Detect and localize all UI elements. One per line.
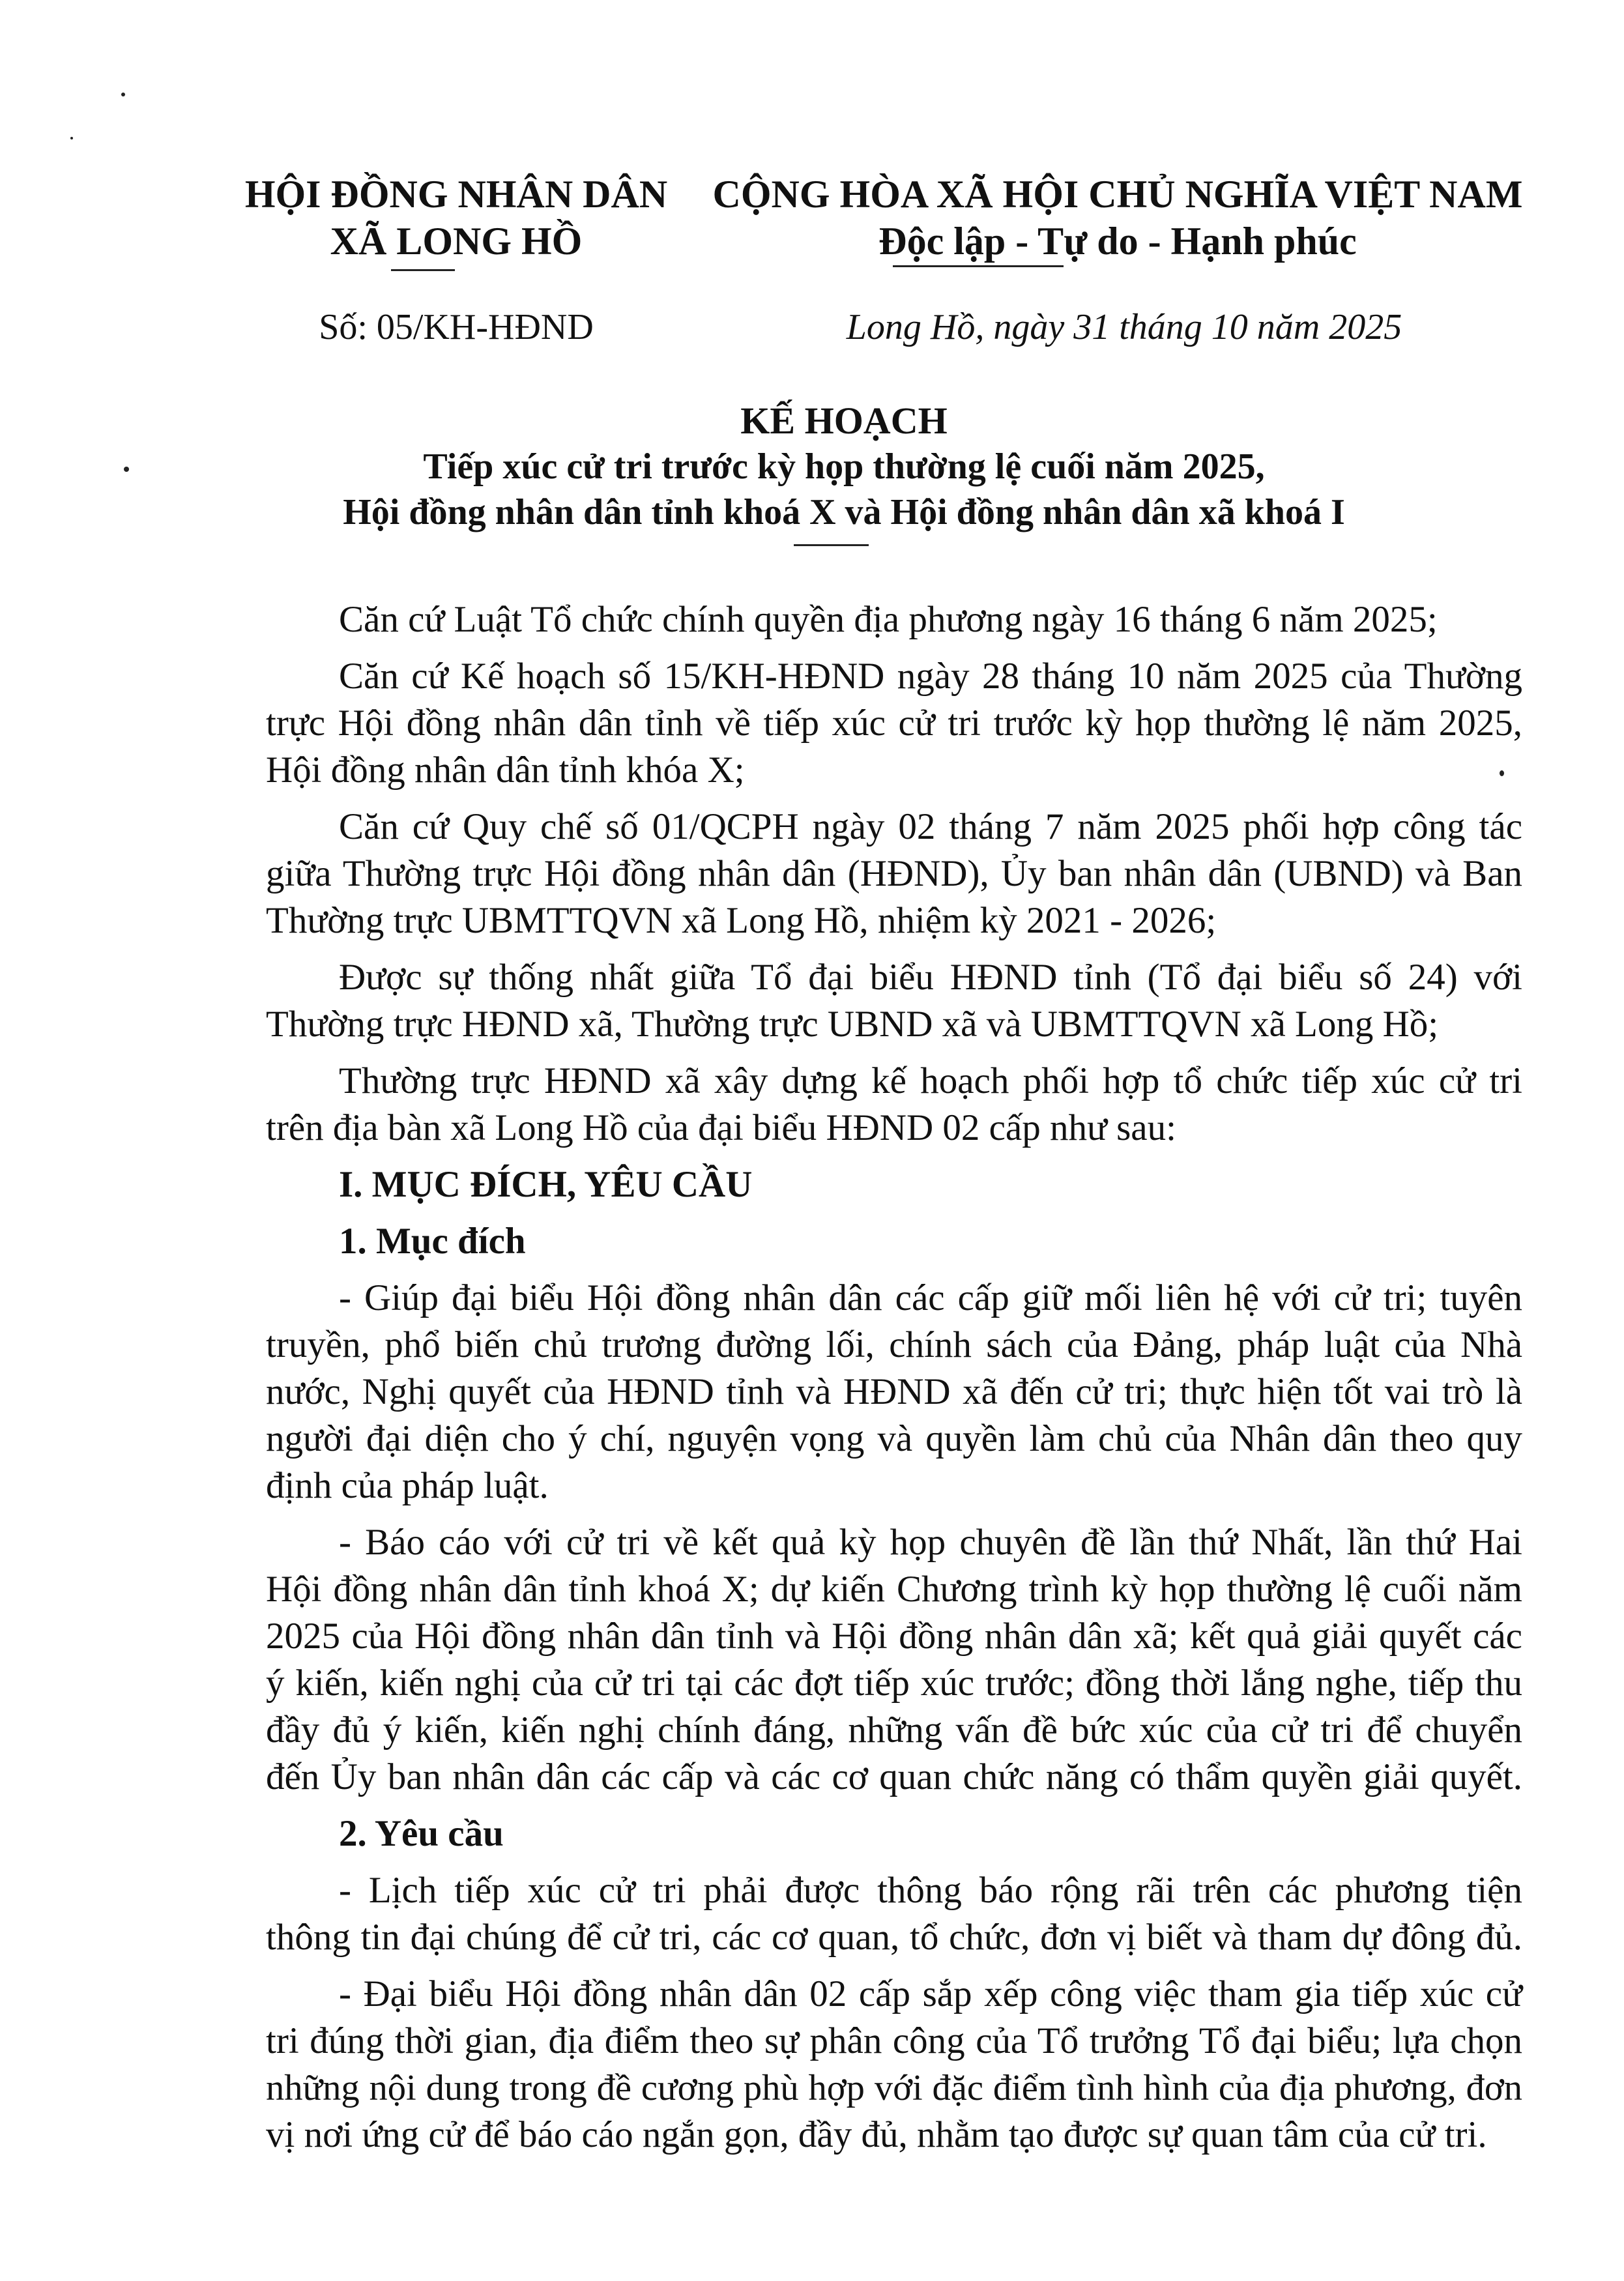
document-subtitle-line2: Hội đồng nhân dân tỉnh khoá X và Hội đồng nhân dân xã khoá I — [343, 492, 1345, 532]
agency-name-line1: HỘI ĐỒNG NHÂN DÂN — [244, 173, 668, 216]
body-line: trực Hội đồng nhân dân tỉnh về tiếp xúc cử tri trước kỳ họp thường lệ năm 2025, — [266, 703, 1522, 744]
body-line: Căn cứ Luật Tổ chức chính quyền địa phương ngày 16 tháng 6 năm 2025; — [339, 599, 1438, 640]
body-line: truyền, phổ biến chủ trương đường lối, chính sách của Đảng, pháp luật của Nhà — [266, 1324, 1522, 1365]
body-line: vị nơi ứng cử để báo cáo ngắn gọn, đầy đủ, nhằm tạo được sự quan tâm của cử tri. — [266, 2114, 1487, 2155]
scan-speck — [121, 93, 125, 96]
body-line: Căn cứ Quy chế số 01/QCPH ngày 02 tháng 7 năm 2025 phối hợp công tác — [339, 806, 1522, 847]
place-date: Long Hồ, ngày 31 tháng 10 năm 2025 — [846, 307, 1402, 347]
body-line: đầy đủ ý kiến, kiến nghị chính đáng, những vấn đề bức xúc của cử tri để chuyển — [266, 1709, 1522, 1751]
body-line: người đại diện cho ý chí, nguyện vọng và quyền làm chủ của Nhân dân theo quy — [266, 1418, 1522, 1459]
agency-name-line2: XÃ LONG HỒ — [330, 220, 583, 263]
subsection-heading: 1. Mục đích — [339, 1221, 526, 1262]
agency-underline — [391, 269, 455, 271]
title-underline — [794, 544, 869, 546]
body-line: thông tin đại chúng để cử tri, các cơ quan, tổ chức, đơn vị biết và tham dự đông đủ. — [266, 1917, 1522, 1958]
body-line: - Báo cáo với cử tri về kết quả kỳ họp chuyên đề lần thứ Nhất, lần thứ Hai — [339, 1522, 1522, 1563]
body-line: Căn cứ Kế hoạch số 15/KH-HĐND ngày 28 tháng 10 năm 2025 của Thường — [339, 656, 1522, 697]
body-line: - Giúp đại biểu Hội đồng nhân dân các cấp giữ mối liên hệ với cử tri; tuyên — [339, 1277, 1522, 1318]
body-line: giữa Thường trực Hội đồng nhân dân (HĐND), Ủy ban nhân dân (UBND) và Ban — [266, 853, 1522, 894]
body-line: đến Ủy ban nhân dân các cấp và các cơ quan chức năng có thẩm quyền giải quyết. — [266, 1756, 1522, 1797]
scan-speck — [70, 137, 73, 139]
body-line: nước, Nghị quyết của HĐND tỉnh và HĐND xã đến cử tri; thực hiện tốt vai trò là — [266, 1371, 1522, 1412]
body-line: - Đại biểu Hội đồng nhân dân 02 cấp sắp xếp công việc tham gia tiếp xúc cử — [339, 1973, 1522, 2014]
document-subtitle-line1: Tiếp xúc cử tri trước kỳ họp thường lệ cuối năm 2025, — [423, 446, 1265, 487]
body-line: Thường trực HĐND xã, Thường trực UBND xã và UBMTTQVN xã Long Hồ; — [266, 1004, 1439, 1045]
nation-motto: Độc lập - Tự do - Hạnh phúc — [878, 220, 1357, 263]
body-line: - Lịch tiếp xúc cử tri phải được thông báo rộng rãi trên các phương tiện — [339, 1870, 1522, 1911]
subsection-heading: 2. Yêu cầu — [339, 1813, 504, 1854]
document-number: Số: 05/KH-HĐND — [319, 307, 594, 347]
body-line: những nội dung trong đề cương phù hợp với đặc điểm tình hình của địa phương, đơn — [266, 2068, 1522, 2108]
scan-speck — [124, 467, 129, 472]
motto-underline — [893, 265, 1064, 267]
body-line: Thường trực UBMTTQVN xã Long Hồ, nhiệm kỳ 2021 - 2026; — [266, 900, 1217, 941]
document-type-title: KẾ HOẠCH — [740, 400, 948, 442]
body-line: trên địa bàn xã Long Hồ của đại biểu HĐND 02 cấp như sau: — [266, 1107, 1176, 1148]
body-line: ý kiến, kiến nghị của cử tri tại các đợt tiếp xúc trước; đồng thời lắng nghe, tiếp thu — [266, 1663, 1522, 1704]
body-line: định của pháp luật. — [266, 1465, 549, 1506]
section-heading: I. MỤC ĐÍCH, YÊU CẦU — [339, 1164, 753, 1205]
body-line: Thường trực HĐND xã xây dựng kế hoạch phối hợp tổ chức tiếp xúc cử tri — [339, 1060, 1522, 1101]
body-line: tri đúng thời gian, địa điểm theo sự phân công của Tổ trưởng Tổ đại biểu; lựa chọn — [266, 2020, 1522, 2061]
scan-speck — [1500, 770, 1504, 776]
body-line: 2025 của Hội đồng nhân dân tỉnh và Hội đồng nhân dân xã; kết quả giải quyết các — [266, 1616, 1522, 1657]
nation-title: CỘNG HÒA XÃ HỘI CHỦ NGHĨA VIỆT NAM — [712, 173, 1523, 216]
body-line: Được sự thống nhất giữa Tổ đại biểu HĐND tỉnh (Tổ đại biểu số 24) với — [339, 957, 1522, 998]
body-line: Hội đồng nhân dân tỉnh khóa X; — [266, 749, 745, 791]
body-line: Hội đồng nhân dân tỉnh khoá X; dự kiến Chương trình kỳ họp thường lệ cuối năm — [266, 1569, 1522, 1610]
